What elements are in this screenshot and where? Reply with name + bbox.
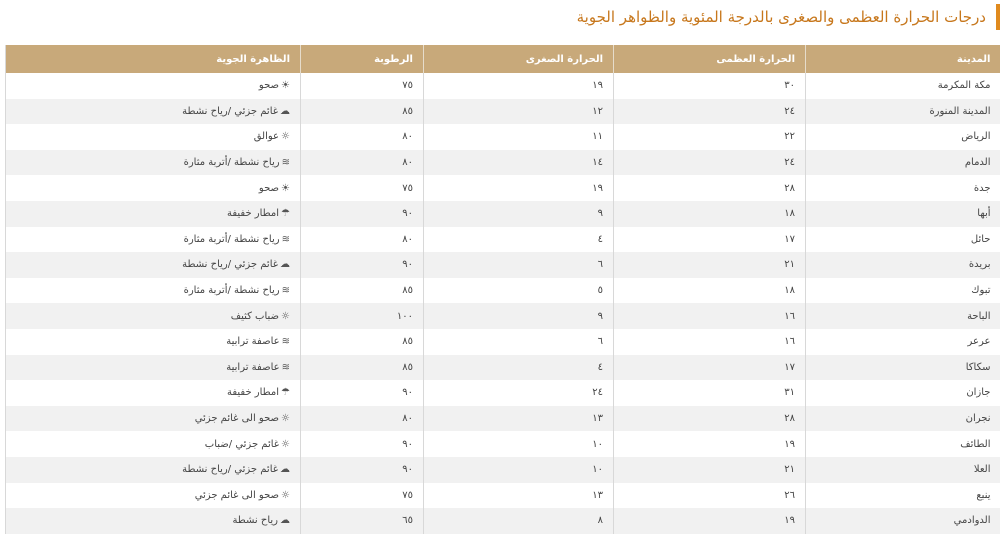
humidity-cell: ١٠٠ (301, 303, 424, 329)
humidity-cell: ٨٥ (301, 99, 424, 125)
dust-storm-icon: ≋ (281, 336, 290, 348)
weather-cell (6, 201, 301, 227)
humidity-cell: ٧٥ (301, 483, 424, 509)
fog-icon: ☼ (281, 438, 290, 450)
weather-text: عاصفة ترابية (226, 336, 280, 348)
max-temp-cell: ٣١ (614, 380, 806, 406)
weather-text: عاصفة ترابية (226, 361, 280, 373)
dust-storm-icon: ≋ (281, 361, 290, 373)
city-cell: مكة المكرمة (806, 73, 1000, 99)
min-temp-cell: ١٩ (424, 175, 614, 201)
min-temp-cell: ١١ (424, 124, 614, 150)
table-row (6, 175, 1000, 201)
min-temp-cell: ١٣ (424, 483, 614, 509)
weather-cell (6, 329, 301, 355)
max-temp-cell: ١٨ (614, 201, 806, 227)
section-heading (577, 4, 1000, 30)
fog-icon: ☼ (281, 310, 290, 322)
city-cell: نجران (806, 406, 1000, 432)
page-title: درجات الحرارة العظمى والصغرى بالدرجة المئوية والظواهر الجوية (576, 8, 986, 26)
table-row (6, 457, 1000, 483)
weather-text: صحو الى غائم جزئي (194, 489, 280, 501)
min-temp-cell: ١٢ (424, 99, 614, 125)
city-cell: الرياض (806, 124, 1000, 150)
humidity-cell: ٨٠ (301, 406, 424, 432)
max-temp-cell: ١٧ (614, 355, 806, 381)
min-temp-cell: ٨ (424, 508, 614, 534)
weather-cell (6, 252, 301, 278)
city-cell: العلا (806, 457, 1000, 483)
table-row (6, 406, 1000, 432)
header-humidity: الرطوبة (301, 45, 424, 73)
max-temp-cell: ٣٠ (614, 73, 806, 99)
max-temp-cell: ٢٤ (614, 150, 806, 176)
accent-bar (996, 4, 1000, 30)
dust-wind-icon: ≋ (281, 157, 290, 169)
weather-text: امطار خفيفة (226, 208, 280, 220)
humidity-cell: ٩٠ (301, 380, 424, 406)
city-cell: الباحة (806, 303, 1000, 329)
city-cell: عرعر (806, 329, 1000, 355)
min-temp-cell: ١٣ (424, 406, 614, 432)
weather-text: غائم جزئي /رياح نشطة (182, 259, 278, 271)
weather-text: رياح نشطة /أتربة مثارة (183, 157, 280, 169)
table-row (6, 150, 1000, 176)
city-cell: أبها (806, 201, 1000, 227)
table-row (6, 227, 1000, 253)
weather-cell (6, 508, 301, 534)
max-temp-cell: ١٧ (614, 227, 806, 253)
dust-wind-icon: ≋ (281, 233, 290, 245)
weather-cell (6, 150, 301, 176)
weather-cell (6, 175, 301, 201)
weather-cell (6, 431, 301, 457)
weather-cell (6, 406, 301, 432)
city-cell: جازان (806, 380, 1000, 406)
humidity-cell: ٧٥ (301, 175, 424, 201)
table-row (6, 431, 1000, 457)
weather-text: ضباب كثيف (230, 310, 280, 322)
header-weather: الظاهرة الجوية (6, 45, 301, 73)
humidity-cell: ٩٠ (301, 457, 424, 483)
weather-text: رياح نشطة /أتربة مثارة (183, 285, 280, 297)
partly-cloudy-icon: ☼ (281, 413, 290, 425)
table-row (6, 124, 1000, 150)
max-temp-cell: ١٩ (614, 431, 806, 457)
partly-cloudy-icon: ☼ (281, 489, 290, 501)
max-temp-cell: ١٦ (614, 303, 806, 329)
humidity-cell: ٩٠ (301, 252, 424, 278)
weather-text: غائم جزئي /رياح نشطة (182, 105, 278, 117)
weather-text: رياح نشطة /أتربة مثارة (183, 233, 280, 245)
haze-icon: ☼ (281, 131, 290, 143)
min-temp-cell: ٩ (424, 303, 614, 329)
weather-cell (6, 303, 301, 329)
sun-icon: ☀ (281, 80, 290, 92)
min-temp-cell: ٤ (424, 355, 614, 381)
table-row (6, 508, 1000, 534)
weather-text: رياح نشطة (232, 515, 278, 527)
min-temp-cell: ١٤ (424, 150, 614, 176)
table-row (6, 380, 1000, 406)
light-rain-icon: ☂ (281, 387, 290, 399)
wind-cloud-icon: ☁ (280, 464, 290, 476)
humidity-cell: ٨٠ (301, 150, 424, 176)
min-temp-cell: ١٩ (424, 73, 614, 99)
min-temp-cell: ٢٤ (424, 380, 614, 406)
wind-cloud-icon: ☁ (280, 105, 290, 117)
city-cell: الطائف (806, 431, 1000, 457)
table-row (6, 252, 1000, 278)
max-temp-cell: ١٨ (614, 278, 806, 304)
weather-text: غائم جزئي /ضباب (204, 438, 280, 450)
table-header-row (6, 45, 1000, 73)
city-cell: جدة (806, 175, 1000, 201)
city-cell: تبوك (806, 278, 1000, 304)
min-temp-cell: ٩ (424, 201, 614, 227)
table-row (6, 355, 1000, 381)
min-temp-cell: ٦ (424, 329, 614, 355)
min-temp-cell: ١٠ (424, 457, 614, 483)
table-row (6, 201, 1000, 227)
table-row (6, 99, 1000, 125)
max-temp-cell: ٢٦ (614, 483, 806, 509)
humidity-cell: ٩٠ (301, 201, 424, 227)
humidity-cell: ٨٠ (301, 227, 424, 253)
weather-cell (6, 227, 301, 253)
weather-cell (6, 99, 301, 125)
weather-text: عوالق (253, 131, 280, 143)
light-rain-icon: ☂ (281, 208, 290, 220)
min-temp-cell: ١٠ (424, 431, 614, 457)
min-temp-cell: ٤ (424, 227, 614, 253)
table-row (6, 303, 1000, 329)
table-row (6, 329, 1000, 355)
min-temp-cell: ٥ (424, 278, 614, 304)
weather-cell (6, 483, 301, 509)
header-min-temp: الحرارة الصغرى (424, 45, 614, 73)
humidity-cell: ٧٥ (301, 73, 424, 99)
city-cell: حائل (806, 227, 1000, 253)
city-cell: المدينة المنورة (806, 99, 1000, 125)
weather-text: امطار خفيفة (226, 387, 280, 399)
dust-wind-icon: ≋ (281, 285, 290, 297)
humidity-cell: ٨٥ (301, 355, 424, 381)
humidity-cell: ٦٥ (301, 508, 424, 534)
max-temp-cell: ٢٤ (614, 99, 806, 125)
weather-cell (6, 124, 301, 150)
min-temp-cell: ٦ (424, 252, 614, 278)
table-row (6, 73, 1000, 99)
city-cell: ينبع (806, 483, 1000, 509)
max-temp-cell: ٢١ (614, 252, 806, 278)
humidity-cell: ٨٠ (301, 124, 424, 150)
weather-cell (6, 355, 301, 381)
wind-icon: ☁ (280, 515, 290, 527)
max-temp-cell: ٢٨ (614, 406, 806, 432)
max-temp-cell: ١٦ (614, 329, 806, 355)
weather-table (5, 45, 1000, 534)
weather-text: صحو (258, 182, 280, 194)
city-cell: الدمام (806, 150, 1000, 176)
humidity-cell: ٨٥ (301, 278, 424, 304)
weather-cell (6, 73, 301, 99)
humidity-cell: ٩٠ (301, 431, 424, 457)
weather-text: غائم جزئي /رياح نشطة (182, 464, 278, 476)
header-city: المدينة (806, 45, 1000, 73)
city-cell: سكاكا (806, 355, 1000, 381)
weather-cell (6, 278, 301, 304)
sun-icon: ☀ (281, 182, 290, 194)
city-cell: بريدة (806, 252, 1000, 278)
weather-text: صحو (258, 80, 280, 92)
weather-cell (6, 380, 301, 406)
header-max-temp: الحرارة العظمى (614, 45, 806, 73)
max-temp-cell: ٢٨ (614, 175, 806, 201)
max-temp-cell: ١٩ (614, 508, 806, 534)
city-cell: الدوادمي (806, 508, 1000, 534)
table-row (6, 278, 1000, 304)
max-temp-cell: ٢١ (614, 457, 806, 483)
humidity-cell: ٨٥ (301, 329, 424, 355)
table-row (6, 483, 1000, 509)
max-temp-cell: ٢٢ (614, 124, 806, 150)
weather-cell (6, 457, 301, 483)
weather-text: صحو الى غائم جزئي (194, 413, 280, 425)
wind-cloud-icon: ☁ (280, 259, 290, 271)
